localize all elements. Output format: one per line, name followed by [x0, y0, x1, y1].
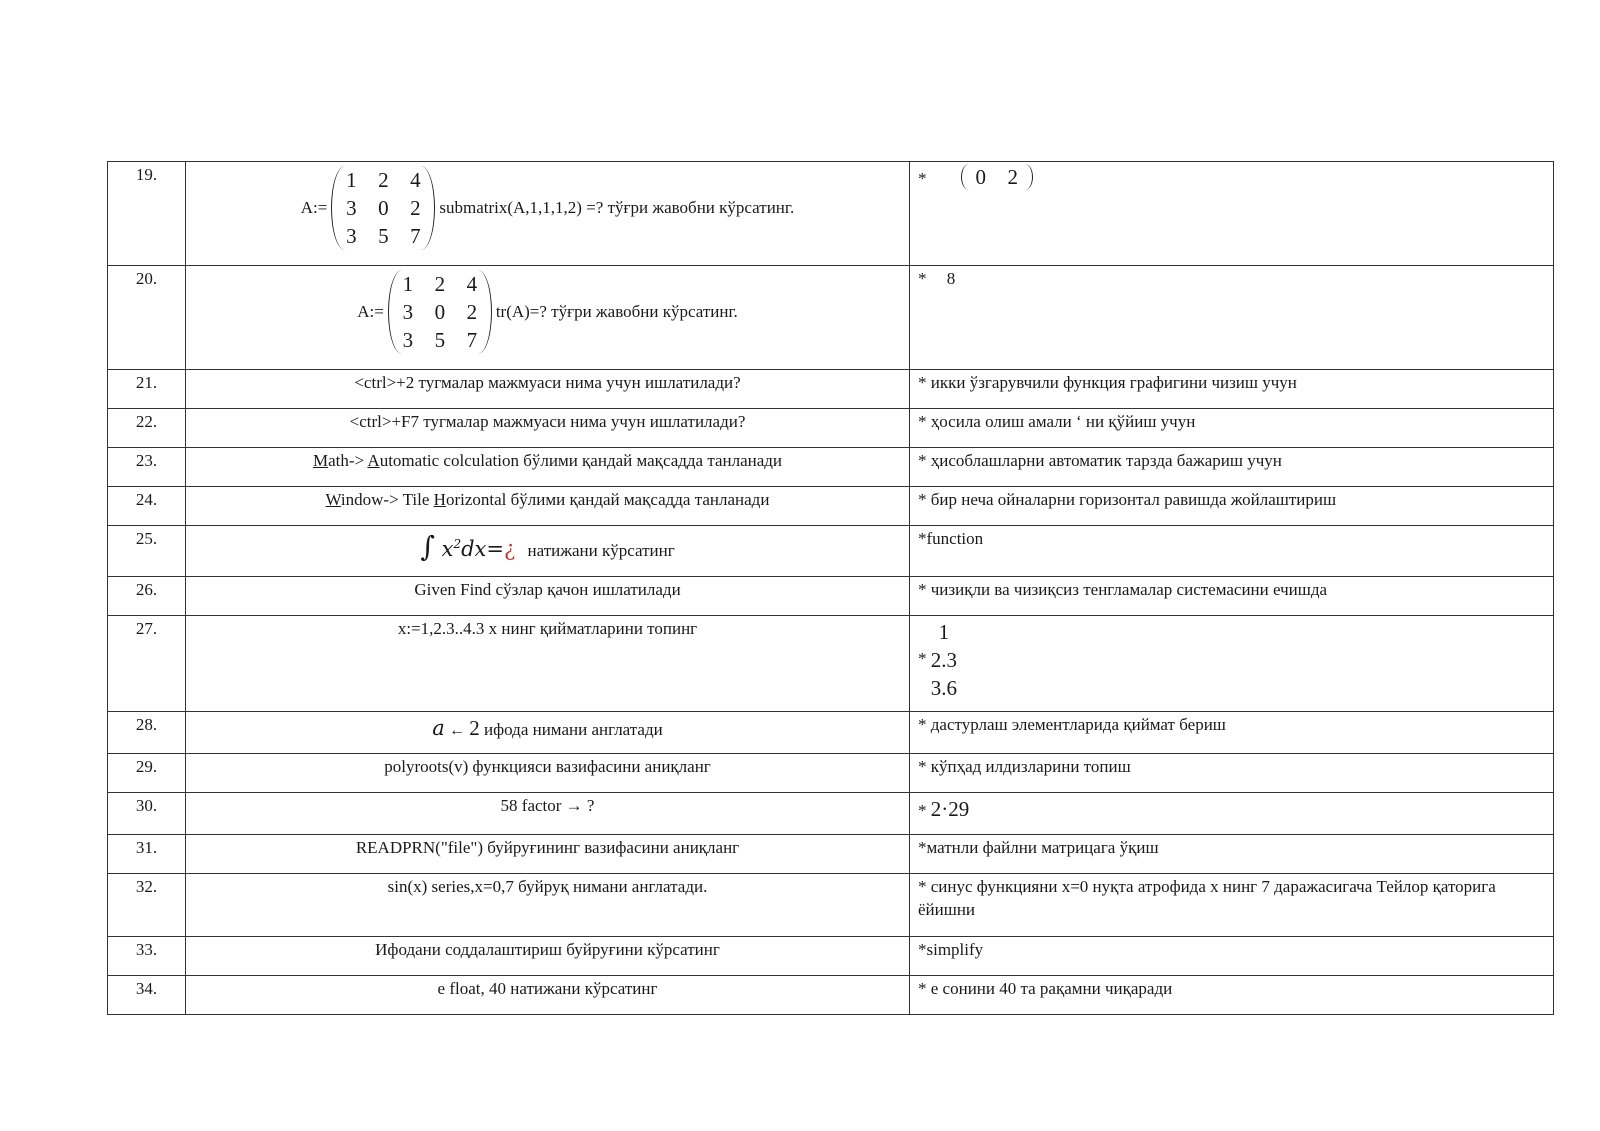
- table-row: [108, 616, 1554, 712]
- matrix-cell: 7: [410, 224, 421, 248]
- matrix-cell: 2: [466, 300, 478, 324]
- matrix-expression: [301, 164, 794, 252]
- answer-cell: *матнли файлни матрицага ўқиш: [910, 835, 1554, 874]
- answer-star: *: [918, 169, 927, 188]
- matrix-cell: 1: [402, 272, 414, 296]
- menu-mnemonic: H: [433, 490, 446, 509]
- answer-star: *: [918, 269, 927, 288]
- matrix-cell: 5: [378, 224, 389, 248]
- math-number: 2: [469, 716, 480, 740]
- table-row: [108, 526, 1554, 577]
- table-row: [108, 793, 1554, 835]
- row-number: 34.: [108, 976, 186, 1015]
- question-text: ифода нимани англатади: [479, 720, 663, 739]
- row-number: 20.: [108, 266, 186, 370]
- question-text: ath->: [328, 451, 368, 470]
- matrix-cell: 3: [346, 224, 357, 248]
- answer-cell: * чизиқли ва чизиқсиз тенгламалар системасини ечишда: [910, 577, 1554, 616]
- answer-value: 8: [946, 269, 956, 288]
- questions-table: [107, 161, 1554, 1015]
- table-row: [108, 937, 1554, 976]
- answer-cell: [910, 616, 1554, 712]
- answer-cell: [910, 793, 1554, 835]
- answer-matrix: [961, 164, 1033, 190]
- question-text: submatrix(A,1,1,1,2) =? тўғри жавобни кўрсатинг.: [439, 197, 795, 217]
- question-cell: [186, 162, 910, 266]
- answer-cell: * кўпҳад илдизларини топиш: [910, 754, 1554, 793]
- answer-cell: [910, 266, 1554, 370]
- table-row: [108, 874, 1554, 937]
- matrix-a: [331, 166, 435, 250]
- matrix-cell: 0: [378, 196, 389, 220]
- row-number: 29.: [108, 754, 186, 793]
- row-number: 30.: [108, 793, 186, 835]
- matrix-a: [388, 270, 492, 354]
- matrix-cell: 0: [434, 300, 446, 324]
- matrix-cell: 3: [402, 300, 414, 324]
- question-cell: [186, 793, 910, 835]
- assign-arrow: ←: [449, 722, 466, 739]
- answer-cell: *function: [910, 526, 1554, 577]
- table-row: [108, 370, 1554, 409]
- answer-cell: * икки ўзгарувчили функция графигини чизиш учун: [910, 370, 1554, 409]
- answer-cell: *simplify: [910, 937, 1554, 976]
- question-cell: [186, 448, 910, 487]
- row-number: 22.: [108, 409, 186, 448]
- matrix-prefix: A:=: [357, 301, 384, 321]
- integral-expression: [420, 530, 516, 563]
- answer-value: 2·29: [930, 797, 970, 821]
- answer-star: *: [918, 648, 927, 668]
- row-number: 26.: [108, 577, 186, 616]
- answer-cell: * дастурлаш элементларида қиймат бериш: [910, 712, 1554, 754]
- row-number: 21.: [108, 370, 186, 409]
- question-cell: [186, 487, 910, 526]
- question-cell: x:=1,2.3..4.3 x нинг қийматларини топинг: [186, 616, 910, 712]
- question-cell: e float, 40 натижани кўрсатинг: [186, 976, 910, 1015]
- question-text: orizontal бўлими қандай мақсадда танланади: [445, 490, 770, 509]
- answer-cell: [910, 162, 1554, 266]
- math-var: dx: [461, 537, 487, 561]
- answer-cell: * ҳисоблашларни автоматик тарзда бажариш учун: [910, 448, 1554, 487]
- matrix-cell: 2: [410, 196, 421, 220]
- question-cell: [186, 712, 910, 754]
- matrix-cell: 2: [434, 272, 446, 296]
- question-cell: [186, 266, 910, 370]
- math-placeholder: ¿: [503, 537, 516, 561]
- vector-cell: 1: [938, 620, 950, 644]
- vector-cell: 3.6: [930, 676, 957, 700]
- question-cell: Ифодани соддалаштириш буйруғини кўрсатинг: [186, 937, 910, 976]
- matrix-prefix: A:=: [300, 197, 328, 217]
- question-cell: sin(x) series,x=0,7 буйруқ нимани англатади.: [186, 874, 910, 937]
- math-operator: =: [486, 537, 504, 561]
- menu-mnemonic: M: [312, 451, 329, 470]
- table-row: [108, 162, 1554, 266]
- question-text: tr(A)=? тўғри жавобни кўрсатинг.: [495, 301, 738, 321]
- table-row: [108, 754, 1554, 793]
- matrix-cell: 3: [346, 196, 357, 220]
- row-number: 32.: [108, 874, 186, 937]
- matrix-cell: 2: [378, 168, 389, 192]
- math-var: a: [432, 716, 445, 740]
- question-text: indow-> Tile: [340, 490, 434, 509]
- table-row: [108, 448, 1554, 487]
- math-exponent: 2: [453, 537, 462, 551]
- question-cell: Given Find сўзлар қачон ишлатилади: [186, 577, 910, 616]
- question-text: натижани кўрсатинг: [527, 541, 675, 560]
- matrix-cell: 5: [434, 328, 446, 352]
- table-row: [108, 409, 1554, 448]
- question-cell: <ctrl>+2 тугмалар мажмуаси нима учун ишлатилади?: [186, 370, 910, 409]
- matrix-cell: 0: [975, 165, 986, 189]
- matrix-cell: 4: [410, 168, 421, 192]
- answer-cell: * ҳосила олиш амали ‘ ни қўйиш учун: [910, 409, 1554, 448]
- math-var: x: [441, 537, 454, 561]
- integral-sign: ∫: [420, 530, 435, 563]
- answer-star: *: [918, 801, 931, 820]
- row-number: 31.: [108, 835, 186, 874]
- matrix-cell: 3: [402, 328, 414, 352]
- row-number: 33.: [108, 937, 186, 976]
- table-row: [108, 976, 1554, 1015]
- menu-mnemonic: W: [325, 490, 341, 509]
- question-cell: <ctrl>+F7 тугмалар мажмуаси нима учун ишлатилади?: [186, 409, 910, 448]
- row-number: 24.: [108, 487, 186, 526]
- question-cell: polyroots(v) функцияси вазифасини аниқланг: [186, 754, 910, 793]
- row-number: 27.: [108, 616, 186, 712]
- table-row: [108, 487, 1554, 526]
- question-cell: [186, 526, 910, 577]
- table-row: [108, 712, 1554, 754]
- question-text: utomatic colculation бўлими қандай мақсадда танланади: [379, 451, 783, 470]
- row-number: 28.: [108, 712, 186, 754]
- table-row: [108, 835, 1554, 874]
- answer-cell: * бир неча ойналарни горизонтал равишда жойлаштириш: [910, 487, 1554, 526]
- answer-vector: [931, 618, 957, 702]
- answer-cell: * е сонини 40 та рақамни чиқаради: [910, 976, 1554, 1015]
- vector-cell: 2.3: [930, 648, 957, 672]
- table-row: [108, 266, 1554, 370]
- menu-mnemonic: A: [367, 451, 380, 470]
- answer-cell: * синус функцияни x=0 нуқта атрофида x нинг 7 даражасигача Тейлор қаторига ёйишни: [910, 874, 1554, 937]
- table-row: [108, 577, 1554, 616]
- question-cell: READPRN("file") буйруғининг вазифасини аниқланг: [186, 835, 910, 874]
- row-number: 19.: [108, 162, 186, 266]
- matrix-cell: 1: [346, 168, 357, 192]
- row-number: 25.: [108, 526, 186, 577]
- eval-arrow: →: [565, 796, 583, 815]
- matrix-cell: 4: [466, 272, 478, 296]
- row-number: 23.: [108, 448, 186, 487]
- matrix-cell: 2: [1007, 165, 1018, 189]
- matrix-cell: 7: [466, 328, 478, 352]
- matrix-expression: [357, 268, 738, 356]
- question-text: 58 factor: [500, 796, 562, 815]
- question-mark: ?: [586, 796, 595, 815]
